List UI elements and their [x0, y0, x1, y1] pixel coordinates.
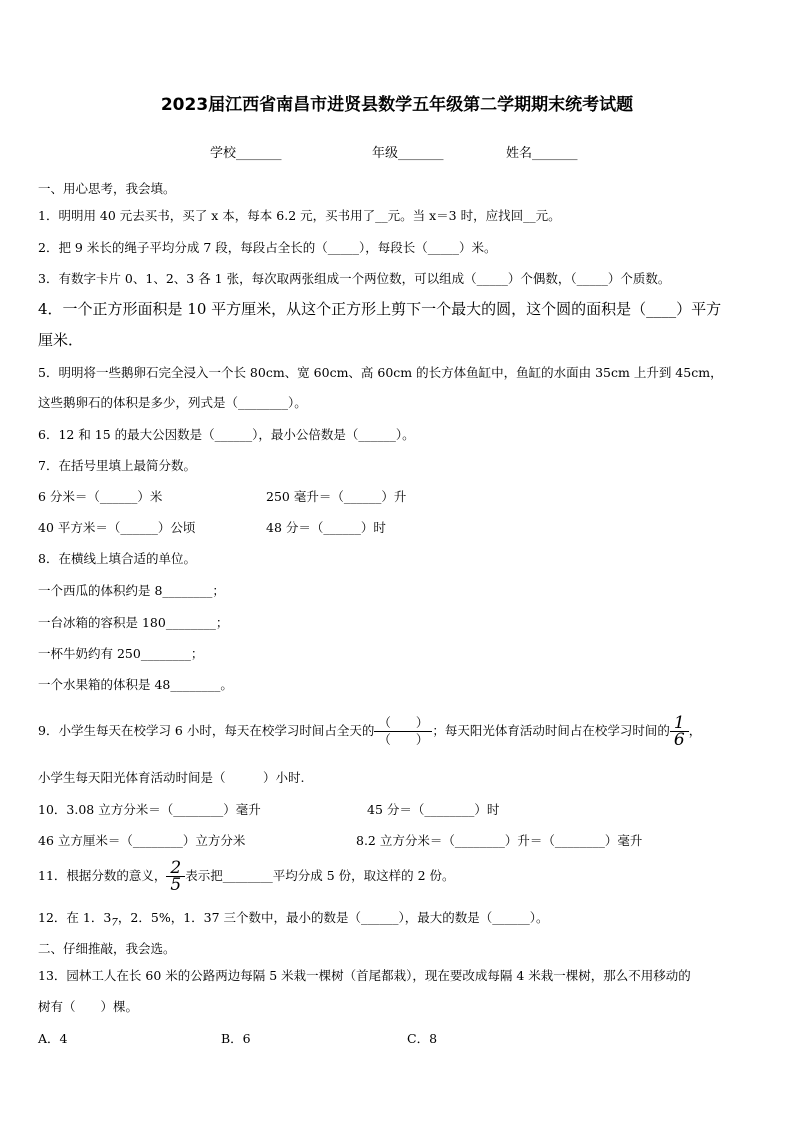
question-6: 6．12 和 15 的最大公因数是（______），最小公倍数是（______）。	[38, 427, 415, 442]
question-4-line-1: 4．一个正方形面积是 10 平方厘米，从这个正方形上剪下一个最大的圆，这个圆的面积是（____）平方	[38, 300, 722, 318]
question-7a: 6 分米＝（______）米	[38, 489, 163, 504]
question-8: 8．在横线上填合适的单位。	[38, 551, 196, 566]
option-c: C．8	[407, 1031, 438, 1046]
school-field: 学校_______	[210, 146, 282, 161]
question-4-line-2: 厘米．	[38, 331, 84, 349]
question-9-line-1	[38, 713, 701, 749]
question-10b: 45 分＝（________）时	[367, 802, 500, 817]
question-11	[38, 856, 455, 896]
question-12-subscript: 7	[111, 916, 118, 929]
question-8d: 一个水果箱的体积是 48________。	[38, 677, 233, 692]
fraction-denominator: 5	[170, 875, 182, 895]
question-5-line-1: 5．明明将一些鹅卵石完全浸入一个长 80cm、宽 60cm、高 60cm 的长方体鱼缸中，鱼缸的水面由 35cm 上升到 45cm，	[38, 365, 723, 380]
fraction-blank-numerator: （ ）	[374, 715, 432, 732]
question-7b: 250 毫升＝（______）升	[266, 489, 407, 504]
name-field: 姓名_______	[506, 146, 578, 161]
question-2: 2．把 9 米长的绳子平均分成 7 段，每段占全长的（_____），每段长（_____）米。	[38, 240, 497, 255]
grade-field: 年级_______	[372, 146, 444, 161]
question-10a: 10．3.08 立方分米＝（________）毫升	[38, 802, 261, 817]
question-8a: 一个西瓜的体积约是 8________；	[38, 583, 225, 598]
question-13-line-2: 树有（ ）棵。	[38, 999, 139, 1014]
question-11-text-b: 表示把________平均分成 5 份，取这样的 2 份。	[185, 868, 455, 883]
question-1: 1．明明用 40 元去买书，买了 x 本，每本 6.2 元，买书用了__元。当 x＝3 时，应找回__元。	[38, 208, 561, 223]
option-a: A．4	[38, 1031, 68, 1046]
question-9-text-a: 9．小学生每天在校学习 6 小时，每天在校学习时间占全天的	[38, 723, 375, 738]
question-12-text-a: 12．在 1．3	[38, 910, 112, 925]
fraction-numerator: 2	[166, 860, 185, 877]
question-3: 3．有数字卡片 0、1、2、3 各 1 张，每次取两张组成一个两位数，可以组成（_____）个偶数，（_____）个质数。	[38, 271, 671, 286]
fraction-numerator: 1	[670, 715, 689, 732]
question-9-text-c: ，	[688, 723, 702, 738]
question-9-text-b: ；每天阳光体育活动时间占在校学习时间的	[432, 723, 670, 738]
question-10d: 8.2 立方分米＝（________）升＝（________）毫升	[356, 833, 643, 848]
question-8c: 一杯牛奶约有 250________；	[38, 646, 204, 661]
fraction-denominator: 6	[673, 730, 685, 750]
question-10c: 46 立方厘米＝（________）立方分米	[38, 833, 246, 848]
question-7c: 40 平方米＝（______）公顷	[38, 520, 196, 535]
question-11-text-a: 11．根据分数的意义，	[38, 868, 167, 883]
question-5-line-2: 这些鹅卵石的体积是多少，列式是（________）。	[38, 395, 307, 410]
question-12-text-b: ，2．5%，1．37 三个数中，最小的数是（______），最大的数是（______）。	[117, 910, 549, 925]
option-b: B．6	[221, 1031, 251, 1046]
section-1-heading: 一、用心思考，我会填。	[38, 181, 176, 196]
fraction-blank	[374, 715, 432, 748]
question-13-line-1: 13．园林工人在长 60 米的公路两边每隔 5 米栽一棵树（首尾都栽），现在要改成每隔 4 米栽一棵树，那么不用移动的	[38, 968, 691, 983]
question-9-line-2: 小学生每天阳光体育活动时间是（ ）小时.	[38, 770, 305, 785]
question-12	[38, 910, 549, 931]
fraction-two-fifths	[166, 860, 185, 893]
question-8b: 一台冰箱的容积是 180________；	[38, 615, 229, 630]
question-7: 7．在括号里填上最简分数。	[38, 458, 196, 473]
page-title: 2023届江西省南昌市进贤县数学五年级第二学期期末统考试题	[160, 95, 634, 115]
section-2-heading: 二、仔细推敲，我会选。	[38, 941, 176, 956]
fraction-blank-denominator: （ ）	[378, 732, 429, 747]
question-7d: 48 分＝（______）时	[266, 520, 386, 535]
fraction-one-sixth	[670, 715, 689, 748]
